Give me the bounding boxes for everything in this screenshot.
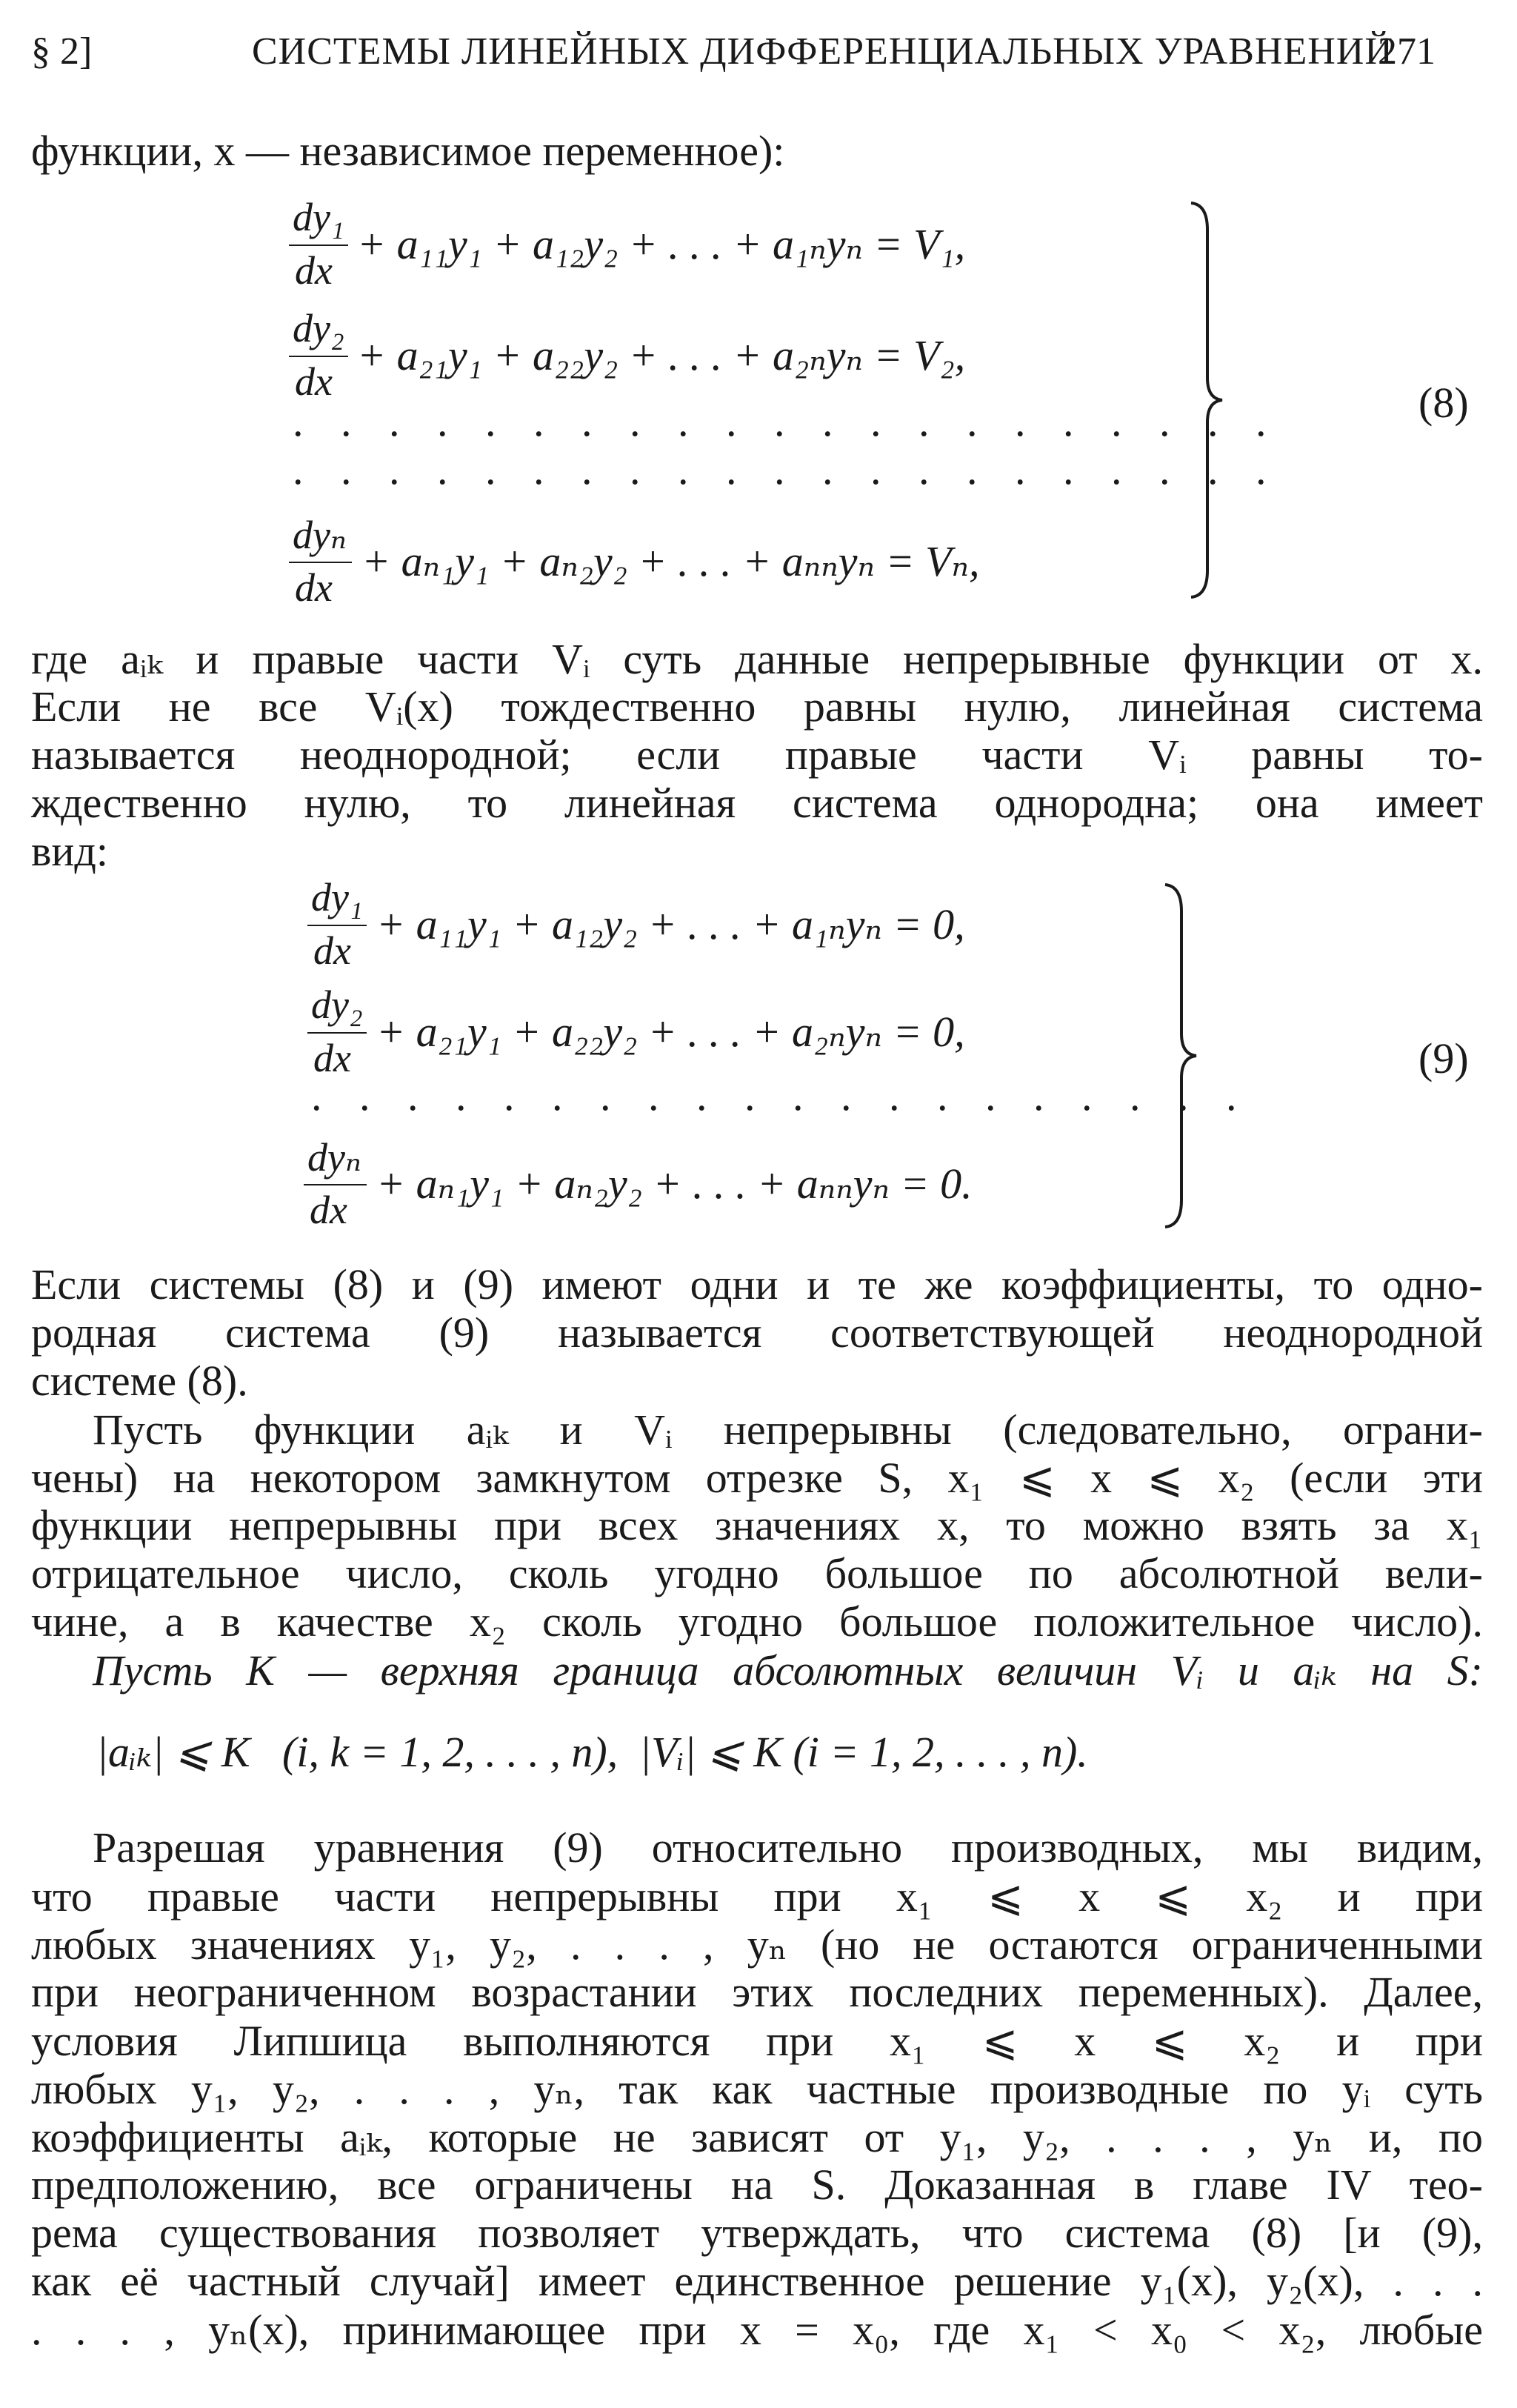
text-line: как её частный случай] имеет единственное решение y₁(x), y₂(x), . . . [31, 2257, 1483, 2305]
text-line: что правые части непрерывны при x₁ ⩽ x ⩽ x₂ и при [31, 1872, 1483, 1920]
equation-row: + aₙ₁y₁ + aₙ₂y₂ + . . . + aₙₙyₙ = 0. [376, 1160, 973, 1208]
running-title: СИСТЕМЫ ЛИНЕЙНЫХ ДИФФЕРЕНЦИАЛЬНЫХ УРАВНЕНИЙ [252, 30, 1393, 73]
text-line: любых значениях y₁, y₂, . . . , yₙ (но не остаются ограниченными [31, 1920, 1483, 1969]
fraction-bar [289, 245, 348, 246]
text-line: Если системы (8) и (9) имеют одни и те же коэффициенты, то одно- [31, 1260, 1483, 1308]
text-line: предположению, все ограничены на S. Доказанная в главе IV тео- [31, 2161, 1483, 2209]
text-line: Пусть K — верхняя граница абсолютных величин Vᵢ и aᵢₖ на S: [93, 1646, 1483, 1694]
fraction-denominator: dx [295, 248, 333, 293]
section-marker: § 2] [31, 30, 93, 73]
equation-number: (9) [1418, 1034, 1469, 1082]
text-line: где aᵢₖ и правые части Vᵢ суть данные непрерывные функции от x. [31, 635, 1483, 683]
right-brace-icon [1159, 882, 1204, 1230]
equation-row: + a₂₁y₁ + a₂₂y₂ + . . . + a₂ₙyₙ = 0, [376, 1008, 965, 1056]
text-line: любых y₁, y₂, . . . , yₙ, так как частные производные по yᵢ суть [31, 2065, 1483, 2113]
fraction-bar [307, 1032, 367, 1034]
equation-row: + a₁₁y₁ + a₁₂y₂ + . . . + a₁ₙyₙ = V₁, [357, 220, 966, 268]
equation-row: + a₂₁y₁ + a₂₂y₂ + . . . + a₂ₙyₙ = V₂, [357, 331, 966, 379]
right-brace-icon [1185, 200, 1230, 600]
fraction-numerator: dy₁ [311, 875, 363, 919]
text-line: вид: [31, 827, 109, 875]
text-line: при неограниченном возрастании этих последних переменных). Далее, [31, 1968, 1483, 2016]
text-line: функции непрерывны при всех значениях x, то можно взять за x₁ [31, 1501, 1483, 1549]
ellipsis-row: . . . . . . . . . . . . . . . . . . . . . [293, 445, 1280, 493]
text-line: родная система (9) называется соответствующей неоднородной [31, 1308, 1483, 1357]
equation-row: + a₁₁y₁ + a₁₂y₂ + . . . + a₁ₙyₙ = 0, [376, 900, 965, 948]
text-line: чены) на некотором замкнутом отрезке S, x₁ ⩽ x ⩽ x₂ (если эти [31, 1454, 1483, 1502]
text-line: . . . , yₙ(x), принимающее при x = x₀, где x₁ < x₀ < x₂, любые [31, 2306, 1483, 2354]
fraction-denominator: dx [313, 1036, 351, 1080]
page-number: 271 [1378, 30, 1436, 73]
fraction-denominator: dx [310, 1188, 347, 1232]
fraction-bar [289, 562, 352, 563]
text-line: рема существования позволяет утверждать, что система (8) [и (9), [31, 2209, 1483, 2257]
fraction-numerator: dy₂ [311, 982, 363, 1027]
text-line: коэффициенты aᵢₖ, которые не зависят от y₁, y₂, . . . , yₙ и, по [31, 2113, 1483, 2161]
fraction-denominator: dx [295, 359, 333, 404]
intro-line: функции, x — независимое переменное): [31, 127, 785, 175]
text-line: отрицательное число, сколь угодно большое по абсолютной вели- [31, 1549, 1483, 1597]
fraction-numerator: dyₙ [293, 513, 347, 557]
fraction-bar [289, 356, 348, 357]
ellipsis-row: . . . . . . . . . . . . . . . . . . . . . [293, 397, 1280, 445]
fraction-denominator: dx [313, 928, 351, 973]
text-line: Если не все Vᵢ(x) тождественно равны нулю, линейная система [31, 682, 1483, 731]
equation-number: (8) [1418, 379, 1469, 427]
text-line: Пусть функции aᵢₖ и Vᵢ непрерывны (следовательно, ограни- [93, 1406, 1483, 1454]
equation-row: + aₙ₁y₁ + aₙ₂y₂ + . . . + aₙₙyₙ = Vₙ, [361, 537, 980, 585]
text-line: условия Липшица выполняются при x₁ ⩽ x ⩽ x₂ и при [31, 2017, 1483, 2065]
fraction-bar [307, 925, 367, 926]
text-line: называется неоднородной; если правые части Vᵢ равны то- [31, 731, 1483, 779]
fraction-numerator: dyₙ [307, 1135, 361, 1180]
bound-formula: |aᵢₖ| ⩽ K (i, k = 1, 2, . . . , n), |Vᵢ| ⩽ K (i = 1, 2, . . . , n). [96, 1728, 1088, 1776]
ellipsis-row: . . . . . . . . . . . . . . . . . . . . [311, 1071, 1250, 1120]
fraction-numerator: dy₁ [293, 195, 344, 239]
fraction-numerator: dy₂ [293, 306, 344, 350]
text-line: чине, а в качестве x₂ сколь угодно большое положительное число). [31, 1597, 1483, 1646]
text-line: системе (8). [31, 1357, 248, 1405]
fraction-bar [304, 1184, 367, 1185]
text-line: Разрешая уравнения (9) относительно производных, мы видим, [93, 1823, 1483, 1872]
fraction-denominator: dx [295, 565, 333, 610]
text-line: ждественно нулю, то линейная система однородна; она имеет [31, 779, 1483, 827]
